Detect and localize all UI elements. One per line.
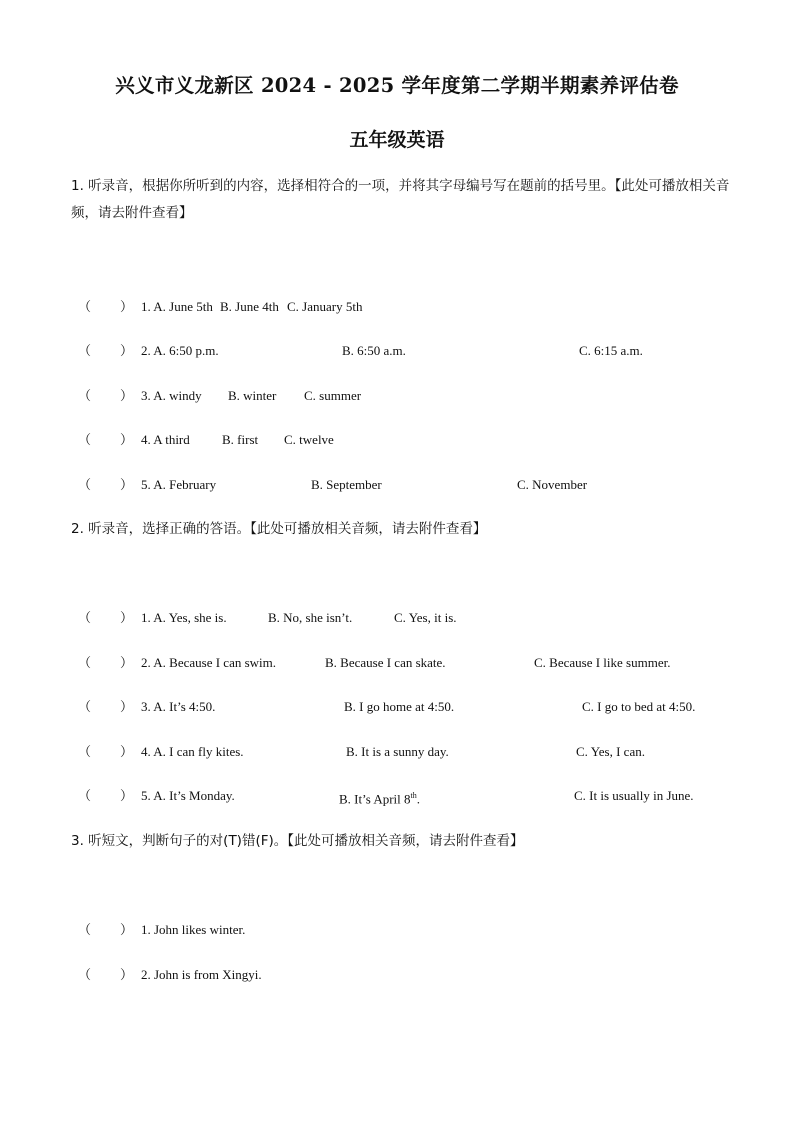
option-b: B. June 4th	[220, 299, 279, 314]
answer-bracket-open: （	[78, 388, 92, 403]
option-c: C. November	[517, 477, 588, 492]
answer-bracket-open: （	[78, 343, 92, 358]
answer-bracket-open: （	[78, 477, 92, 492]
answer-bracket-close: ）	[120, 744, 134, 759]
question-row	[0, 297, 794, 317]
page-title: 兴义市义龙新区 2024 - 2025 学年度第二学期半期素养评估卷	[115, 74, 679, 97]
option-a: 1. A. Yes, she is.	[141, 610, 227, 625]
option-c: C. I go to bed at 4:50.	[582, 699, 696, 714]
answer-bracket-close: ）	[120, 299, 134, 314]
question-row	[0, 920, 794, 940]
answer-bracket-open: （	[78, 744, 92, 759]
option-a: 5. A. February	[141, 477, 217, 492]
answer-bracket-close: ）	[120, 788, 134, 803]
option-b: B. I go home at 4:50.	[344, 699, 455, 714]
answer-bracket-open: （	[78, 610, 92, 625]
page-subtitle: 五年级英语	[349, 129, 445, 151]
answer-bracket-open: （	[78, 922, 92, 937]
option-b	[339, 786, 420, 809]
option-b: B. Because I can skate.	[325, 655, 446, 670]
option-c: C. 6:15 a.m.	[579, 343, 643, 358]
answer-bracket-open: （	[78, 967, 92, 982]
answer-bracket-close: ）	[120, 610, 134, 625]
question-row	[0, 965, 794, 985]
question-row	[0, 430, 794, 450]
answer-bracket-open: （	[78, 655, 92, 670]
option-a: 1. A. June 5th	[141, 299, 213, 314]
option-a: 4. A third	[141, 432, 190, 447]
question-row	[0, 608, 794, 628]
option-a: 5. A. It’s Monday.	[141, 788, 235, 803]
question-row	[0, 742, 794, 762]
answer-bracket-open: （	[78, 299, 92, 314]
option-b: B. No, she isn’t.	[268, 610, 353, 625]
question-row	[0, 786, 794, 806]
option-b: B. winter	[228, 388, 277, 403]
option-c: C. Yes, I can.	[576, 744, 645, 759]
option-a: 2. A. Because I can swim.	[141, 655, 277, 670]
answer-bracket-close: ）	[120, 343, 134, 358]
option-a: 3. A. windy	[141, 388, 202, 403]
option-b: B. first	[222, 432, 259, 447]
answer-bracket-close: ）	[120, 655, 134, 670]
option-b-text: B. It’s April 8	[339, 791, 411, 807]
option-a: 2. A. 6:50 p.m.	[141, 343, 219, 358]
section-1-instruction: 1. 听录音，根据你所听到的内容，选择相符合的一项，并将其字母编号写在题前的括号里。【此处可播放相关音频，请去附件查看】	[71, 178, 730, 221]
section-3-instruction: 3. 听短文，判断句子的对(T)错(F)。【此处可播放相关音频，请去附件查看】	[71, 833, 524, 849]
option-c: C. summer	[304, 388, 362, 403]
option-c: C. Because I like summer.	[534, 655, 671, 670]
answer-bracket-close: ）	[120, 388, 134, 403]
statement: 2. John is from Xingyi.	[141, 967, 262, 982]
answer-bracket-close: ）	[120, 432, 134, 447]
question-row	[0, 475, 794, 495]
answer-bracket-close: ）	[120, 699, 134, 714]
answer-bracket-open: （	[78, 432, 92, 447]
question-row	[0, 386, 794, 406]
option-a: 3. A. It’s 4:50.	[141, 699, 216, 714]
answer-bracket-close: ）	[120, 922, 134, 937]
answer-bracket-open: （	[78, 788, 92, 803]
question-row	[0, 653, 794, 673]
option-c: C. Yes, it is.	[394, 610, 457, 625]
answer-bracket-open: （	[78, 699, 92, 714]
option-b-tail: .	[416, 791, 420, 807]
answer-bracket-close: ）	[120, 967, 134, 982]
option-a: 4. A. I can fly kites.	[141, 744, 244, 759]
option-b: B. It is a sunny day.	[346, 744, 449, 759]
option-b: B. September	[311, 477, 382, 492]
question-row	[0, 697, 794, 717]
section-2-instruction: 2. 听录音，选择正确的答语。【此处可播放相关音频，请去附件查看】	[71, 521, 487, 537]
option-c: C. January 5th	[287, 299, 363, 314]
answer-bracket-close: ）	[120, 477, 134, 492]
question-row	[0, 341, 794, 361]
option-b: B. 6:50 a.m.	[342, 343, 406, 358]
statement: 1. John likes winter.	[141, 922, 246, 937]
ordinal-suffix: th	[410, 791, 417, 800]
option-c: C. twelve	[284, 432, 334, 447]
option-c: C. It is usually in June.	[574, 788, 694, 803]
